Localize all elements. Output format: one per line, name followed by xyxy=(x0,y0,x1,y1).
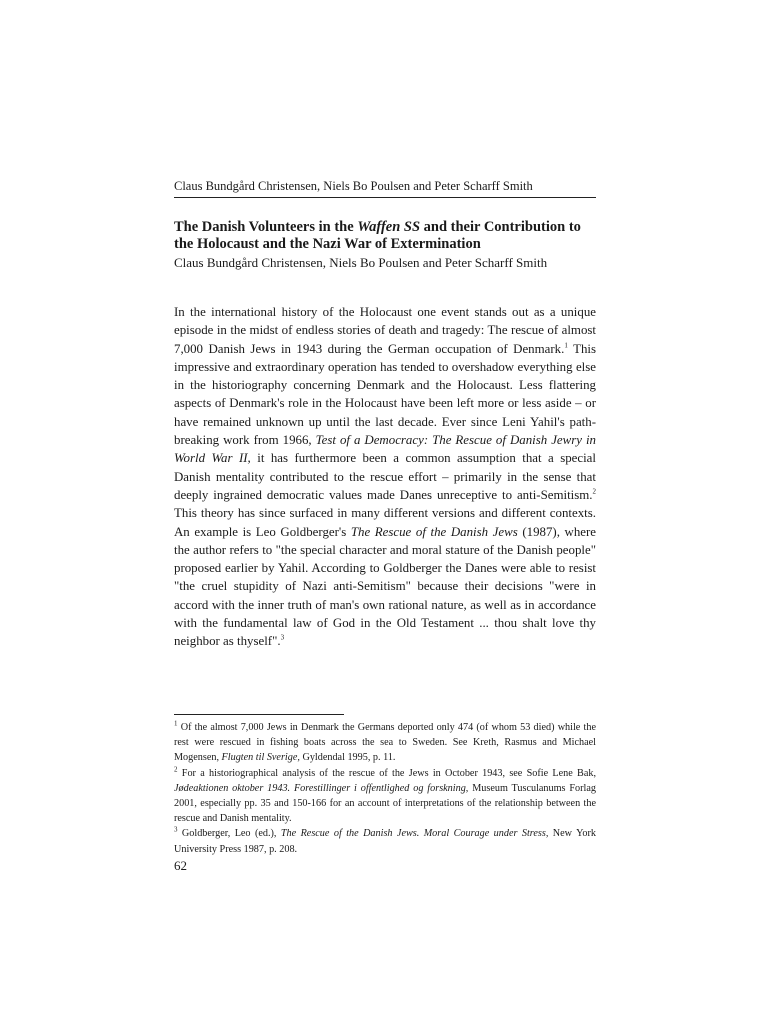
footnote-1 xyxy=(174,720,596,766)
body-italic-title: The Rescue of the Danish Jews xyxy=(350,524,518,539)
footnote-text: Gyldendal 1995, p. 11. xyxy=(299,752,396,764)
footnote-ref-3: 3 xyxy=(280,634,285,643)
footnote-text: Goldberger, Leo (ed.), xyxy=(177,828,281,840)
article-title xyxy=(174,219,596,253)
title-text-italic: Waffen SS xyxy=(357,219,421,235)
footnote-mark: 1 xyxy=(174,719,178,728)
running-head: Claus Bundgård Christensen, Niels Bo Poulsen and Peter Scharff Smith xyxy=(174,178,596,198)
footnote-mark: 2 xyxy=(174,765,178,774)
footnote-text: New York University Press 1987, p. 208. xyxy=(174,828,596,855)
body-text-segment: (1987), where the author refers to "the special character and moral stature of the Danish people" proposed earlier by Yahil. According to Goldberger the Danes were able to resist "the cruel stupidity of Nazi anti-Semitism" because their decisions "were in accord with the inner truth of man's own rational nature, as well as in accordance with the fundamental law of God in the Old Testament ... thou shalt love thy neighbor as thyself". xyxy=(174,524,597,649)
title-text-part2: and their Contribution to the Holocaust and the Nazi War of Extermination xyxy=(174,219,581,252)
footnote-text: For a historiographical analysis of the rescue of the Jews in October 1943, see Sofie Lene Bak, xyxy=(177,767,596,779)
body-text-segment: This theory has since surfaced in many different versions and different contexts. An example is Leo Goldberger's xyxy=(174,506,596,539)
body-text-segment: In the international history of the Holocaust one event stands out as a unique episode in the midst of endless stories of death and tragedy: The rescue of almost 7,000 Danish Jews in 1943 during the German occupation of Denmark. xyxy=(174,305,596,356)
footnote-ref-1: 1 xyxy=(564,341,568,350)
title-text-part1: The Danish Volunteers in the xyxy=(174,219,358,235)
footnote-divider xyxy=(174,714,344,715)
title-block xyxy=(174,219,596,271)
article-authors: Claus Bundgård Christensen, Niels Bo Poulsen and Peter Scharff Smith xyxy=(174,255,548,270)
body-italic-title: Test of a Democracy: The Rescue of Danish Jewry in World War II, xyxy=(174,433,596,466)
footnote-2 xyxy=(174,766,596,827)
footnote-text: Museum Tusculanums Forlag 2001, especially pp. 35 and 150-166 for an account of interpretations of the relationship between the rescue and Danish mentality. xyxy=(174,782,596,825)
footnote-3 xyxy=(174,826,596,856)
body-text-segment: it has furthermore been a common assumption that a special Danish mentality contributed to the rescue effort – primarily in the sense that deeply ingrained democratic values made Danes unreceptive to anti-Semitism. xyxy=(174,451,596,502)
footnote-ref-2: 2 xyxy=(592,487,596,496)
body-paragraph xyxy=(174,303,596,651)
footnote-italic: Jødeaktionen oktober 1943. Forestillinger i offentlighed og forskning, xyxy=(174,782,469,794)
body-text-segment: This impressive and extraordinary operation has tended to overshadow everything else in the historiography concerning Denmark and the Holocaust. Less flattering aspects of Denmark's role in the Holocaust have been left more or less aside – or have remained unknown up until the last decade. Ever since Leni Yahil's path-breaking work from 1966, xyxy=(174,341,596,448)
footnote-text: Of the almost 7,000 Jews in Denmark the Germans deported only 474 (of whom 53 died) while the rest were rescued in fishing boats across the sea to Sweden. See Kreth, Rasmus and Michael Mogensen, xyxy=(174,722,596,764)
footnote-italic: The Rescue of the Danish Jews. Moral Courage under Stress, xyxy=(280,828,549,840)
footnote-mark: 3 xyxy=(174,826,178,835)
footnotes xyxy=(174,720,596,857)
footnote-italic: Flugten til Sverige, xyxy=(221,752,300,764)
page-number: 62 xyxy=(174,858,187,873)
